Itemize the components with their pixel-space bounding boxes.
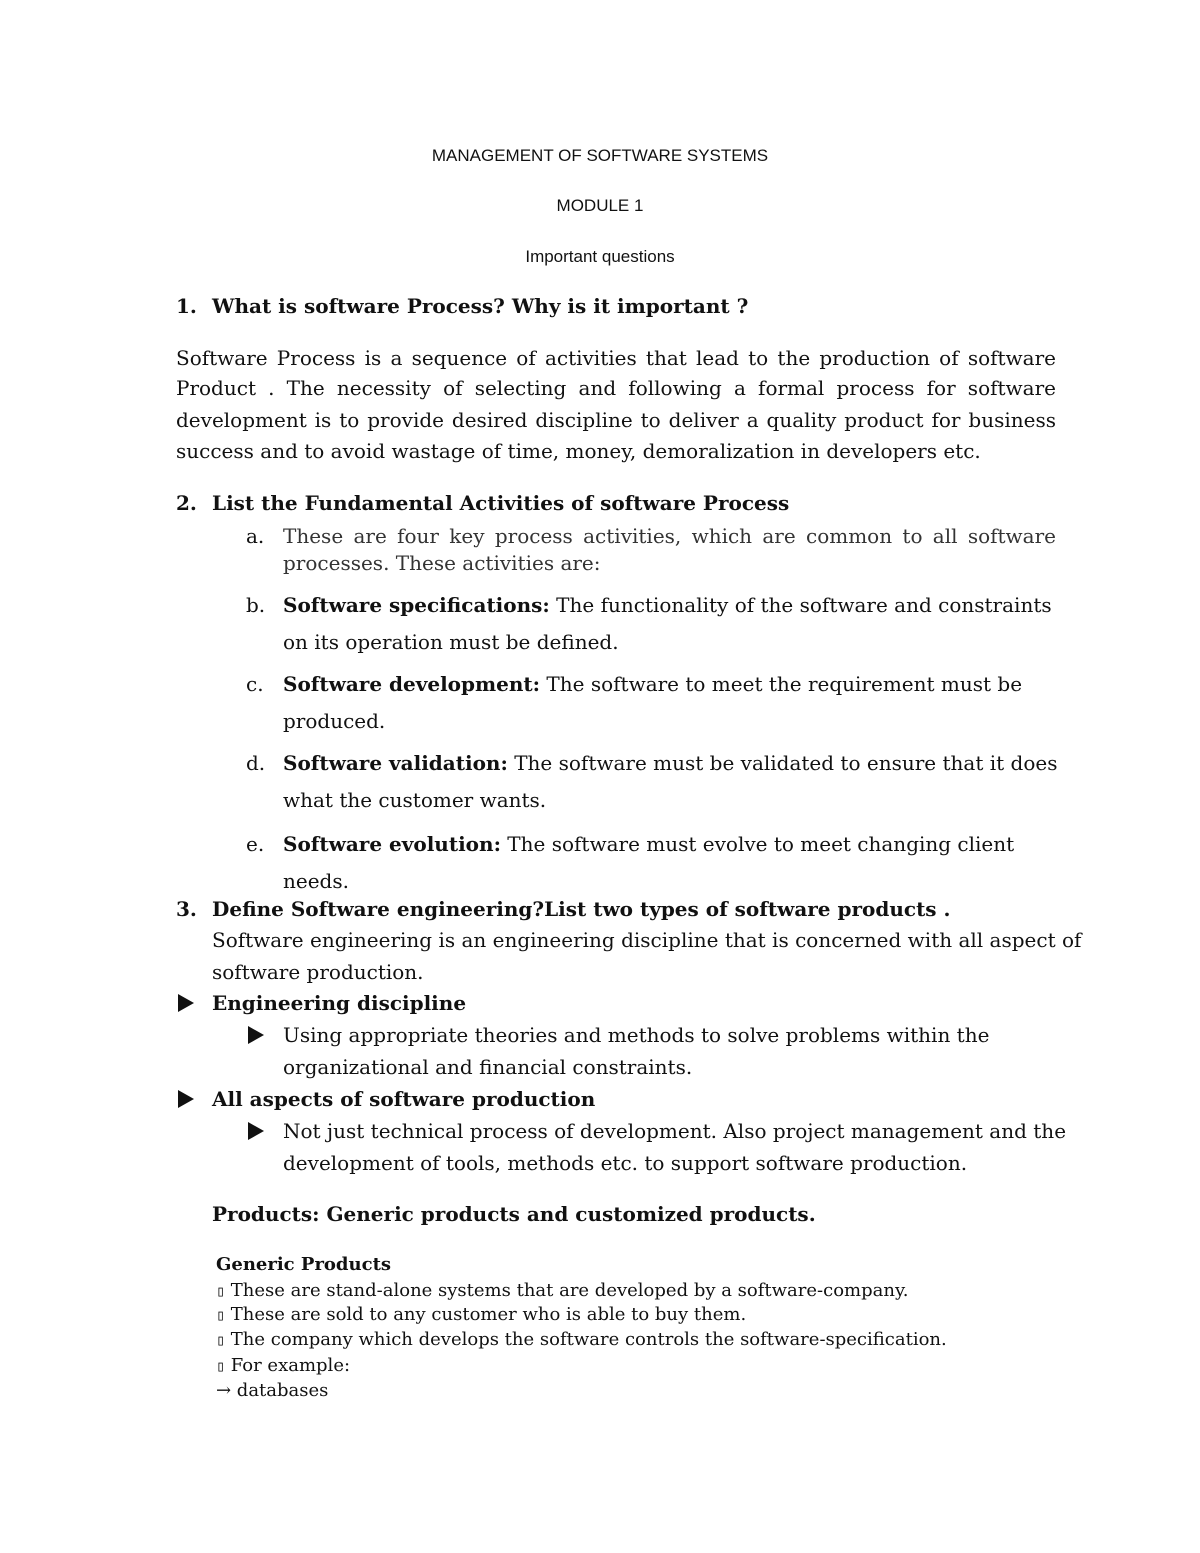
activity-description: The functionality of the software and constraints xyxy=(549,593,1052,617)
list-marker: a. xyxy=(246,524,265,548)
box-bullet-icon: ▯ xyxy=(216,1306,226,1324)
module-label: MODULE 1 xyxy=(556,196,644,215)
activity-item-line: produced. xyxy=(283,709,386,733)
q3-answer-line: Software engineering is an engineering discipline that is concerned with all aspect of xyxy=(212,928,1082,952)
section-subtitle: Important questions xyxy=(525,247,675,266)
activity-description: The software to meet the requirement must be xyxy=(540,672,1023,696)
sub-bullet-line: development of tools, methods etc. to support software production. xyxy=(283,1151,968,1175)
q3-question: Define Software engineering?List two types of software products . xyxy=(212,897,951,921)
triangle-bullet-icon xyxy=(178,1090,194,1108)
generic-item xyxy=(216,1354,350,1378)
list-marker: d. xyxy=(246,751,266,775)
q2-question: List the Fundamental Activities of software Process xyxy=(212,491,790,515)
activity-item xyxy=(283,749,1057,777)
generic-products-heading: Generic Products xyxy=(216,1254,392,1275)
activity-term: Software specifications: xyxy=(283,593,550,617)
generic-item xyxy=(216,1328,947,1352)
document-title: MANAGEMENT OF SOFTWARE SYSTEMS xyxy=(431,146,769,165)
products-heading: Products: Generic products and customized products. xyxy=(212,1202,816,1226)
bullet-heading: Engineering discipline xyxy=(212,991,467,1015)
q1-answer-line: Product . The necessity of selecting and following a formal process for software xyxy=(176,376,1056,400)
sub-bullet-line: Not just technical process of development. Also project management and the xyxy=(283,1119,1067,1143)
q2-number: 2. xyxy=(176,491,197,515)
triangle-bullet-icon xyxy=(248,1026,264,1044)
activity-term: Software evolution: xyxy=(283,832,501,856)
list-marker: e. xyxy=(246,832,265,856)
activity-item-line: processes. These activities are: xyxy=(283,551,601,575)
q1-number: 1. xyxy=(176,294,197,318)
q3-number: 3. xyxy=(176,897,197,921)
list-marker: c. xyxy=(246,672,264,696)
bullet-heading: All aspects of software production xyxy=(212,1087,596,1111)
box-bullet-icon: ▯ xyxy=(216,1282,226,1300)
activity-item xyxy=(283,591,1052,619)
activity-term: Software validation: xyxy=(283,751,508,775)
sub-bullet-line: Using appropriate theories and methods to solve problems within the xyxy=(283,1023,990,1047)
activity-item xyxy=(283,670,1022,698)
arrow-item: → databases xyxy=(216,1380,329,1401)
q3-answer-line: software production. xyxy=(212,960,424,984)
list-marker: b. xyxy=(246,593,266,617)
triangle-bullet-icon xyxy=(178,994,194,1012)
q1-answer-line: Software Process is a sequence of activities that lead to the production of software xyxy=(176,346,1056,370)
generic-item xyxy=(216,1303,746,1327)
activity-item-line: needs. xyxy=(283,869,349,893)
q1-answer-line: development is to provide desired discipline to deliver a quality product for business xyxy=(176,408,1056,432)
activity-item-line: on its operation must be defined. xyxy=(283,630,619,654)
activity-item-line: what the customer wants. xyxy=(283,788,547,812)
generic-item xyxy=(216,1279,908,1303)
box-bullet-icon: ▯ xyxy=(216,1357,226,1375)
activity-item-line: These are four key process activities, which are common to all software xyxy=(283,524,1056,548)
activity-term: Software development: xyxy=(283,672,541,696)
generic-item-text: For example: xyxy=(230,1355,351,1376)
activity-description: The software must be validated to ensure that it does xyxy=(507,751,1058,775)
box-bullet-icon: ▯ xyxy=(216,1331,226,1349)
generic-item-text: The company which develops the software controls the software-specification. xyxy=(230,1329,947,1350)
activity-description: The software must evolve to meet changing client xyxy=(500,832,1015,856)
sub-bullet-line: organizational and financial constraints. xyxy=(283,1055,693,1079)
triangle-bullet-icon xyxy=(248,1122,264,1140)
generic-item-text: These are stand-alone systems that are developed by a software-company. xyxy=(230,1280,909,1301)
activity-item xyxy=(283,830,1014,858)
q1-question: What is software Process? Why is it important ? xyxy=(212,294,749,318)
q1-answer-line: success and to avoid wastage of time, money, demoralization in developers etc. xyxy=(176,439,981,463)
generic-item-text: These are sold to any customer who is able to buy them. xyxy=(230,1304,747,1325)
